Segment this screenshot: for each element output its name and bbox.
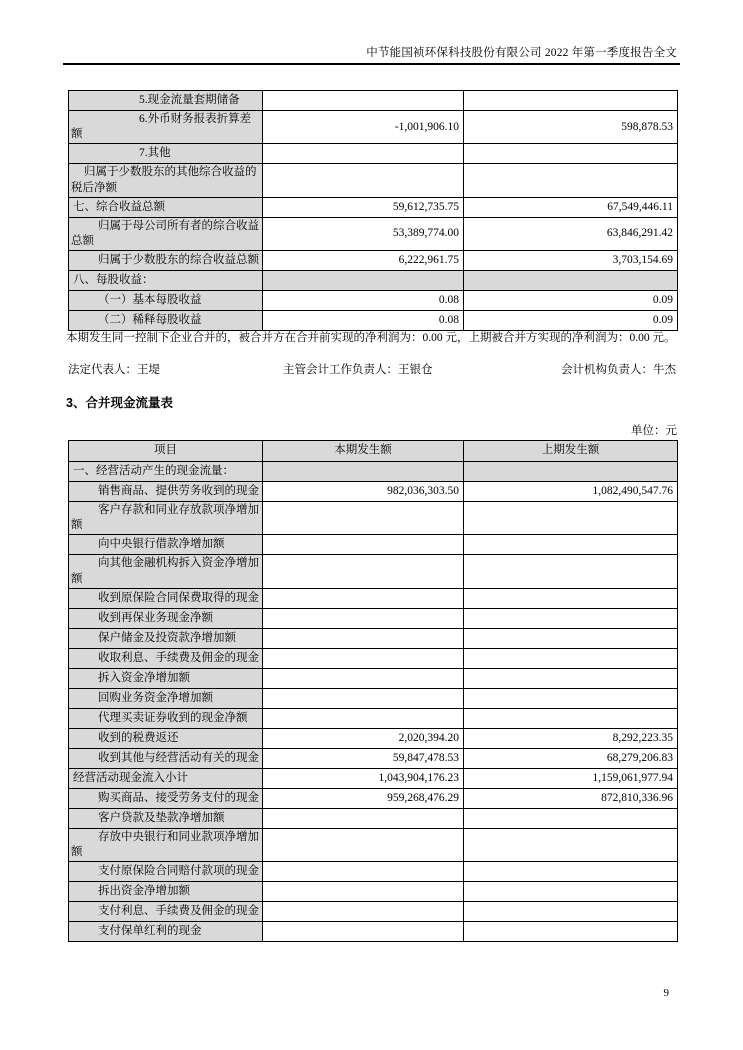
signature-line <box>68 361 676 377</box>
current-period-cell: 6,222,961.75 <box>263 251 464 271</box>
current-period-cell: 0.08 <box>263 291 464 311</box>
table-row <box>69 768 678 788</box>
table-row <box>69 668 678 688</box>
table-row <box>69 291 678 311</box>
table-row <box>69 628 678 648</box>
current-period-cell <box>263 144 464 164</box>
current-period-cell <box>263 588 464 608</box>
item-cell: 收到的税费返还 <box>69 728 263 748</box>
current-period-cell <box>263 808 464 828</box>
legal-representative: 法定代表人：王堤 <box>68 364 160 376</box>
item-cell: 拆入资金净增加额 <box>69 668 263 688</box>
item-cell: 归属于母公司所有者的综合收益总额 <box>69 217 263 250</box>
table-row <box>69 808 678 828</box>
item-cell: 支付保单红利的现金 <box>69 922 263 942</box>
prior-period-cell <box>464 628 678 648</box>
table-row <box>69 502 678 535</box>
current-period-cell <box>263 555 464 588</box>
table-row <box>69 862 678 882</box>
current-period-cell <box>263 668 464 688</box>
prior-period-cell <box>464 862 678 882</box>
current-period-cell <box>263 708 464 728</box>
current-period-cell: 982,036,303.50 <box>263 482 464 502</box>
prior-period-cell <box>464 462 678 482</box>
current-period-cell <box>263 535 464 555</box>
item-cell: 收到原保险合同保费取得的现金 <box>69 588 263 608</box>
item-cell: 归属于少数股东的综合收益总额 <box>69 251 263 271</box>
table-row <box>69 164 678 197</box>
current-period-cell: 59,847,478.53 <box>263 748 464 768</box>
table-row <box>69 748 678 768</box>
item-cell: 客户存款和同业存放款项净增加额 <box>69 502 263 535</box>
income-table-body <box>69 91 678 331</box>
prior-period-cell <box>464 902 678 922</box>
table-row <box>69 882 678 902</box>
header-divider <box>63 63 680 65</box>
prior-period-cell <box>464 708 678 728</box>
table-row <box>69 217 678 250</box>
prior-period-cell <box>464 271 678 291</box>
item-cell: 客户贷款及垫款净增加额 <box>69 808 263 828</box>
item-cell: 支付原保险合同赔付款项的现金 <box>69 862 263 882</box>
header-current-period: 本期发生额 <box>263 441 464 462</box>
header-prior-period: 上期发生额 <box>464 441 678 462</box>
prior-period-cell <box>464 922 678 942</box>
item-cell: 一、经营活动产生的现金流量： <box>69 462 263 482</box>
table-row <box>69 482 678 502</box>
current-period-cell <box>263 902 464 922</box>
prior-period-cell <box>464 688 678 708</box>
prior-period-cell: 1,159,061,977.94 <box>464 768 678 788</box>
page-number: 9 <box>663 987 669 999</box>
prior-period-cell: 598,878.53 <box>464 111 678 144</box>
item-cell: 代理买卖证券收到的现金净额 <box>69 708 263 728</box>
table-row <box>69 251 678 271</box>
table-row <box>69 588 678 608</box>
table-row <box>69 197 678 217</box>
table-row <box>69 728 678 748</box>
item-cell: 存放中央银行和同业款项净增加额 <box>69 828 263 861</box>
prior-period-cell <box>464 608 678 628</box>
prior-period-cell: 0.09 <box>464 291 678 311</box>
item-cell: 向中央银行借款净增加额 <box>69 535 263 555</box>
prior-period-cell <box>464 91 678 111</box>
prior-period-cell <box>464 535 678 555</box>
prior-period-cell: 1,082,490,547.76 <box>464 482 678 502</box>
current-period-cell <box>263 462 464 482</box>
item-cell: 支付利息、手续费及佣金的现金 <box>69 902 263 922</box>
accounting-department-head: 会计机构负责人：牛杰 <box>561 364 676 376</box>
table-row <box>69 828 678 861</box>
table-row <box>69 688 678 708</box>
prior-period-cell <box>464 588 678 608</box>
current-period-cell <box>263 502 464 535</box>
table-row <box>69 535 678 555</box>
current-period-cell <box>263 922 464 942</box>
current-period-cell <box>263 91 464 111</box>
item-cell: 7.其他 <box>69 144 263 164</box>
table-row <box>69 708 678 728</box>
prior-period-cell <box>464 164 678 197</box>
item-cell: 拆出资金净增加额 <box>69 882 263 902</box>
item-cell: 回购业务资金净增加额 <box>69 688 263 708</box>
table-row <box>69 648 678 668</box>
prior-period-cell <box>464 648 678 668</box>
item-cell: 归属于少数股东的其他综合收益的税后净额 <box>69 164 263 197</box>
header-item: 项目 <box>69 441 263 462</box>
current-period-cell <box>263 862 464 882</box>
item-cell: （二）稀释每股收益 <box>69 311 263 331</box>
current-period-cell: 2,020,394.20 <box>263 728 464 748</box>
current-period-cell <box>263 164 464 197</box>
table-row <box>69 311 678 331</box>
prior-period-cell <box>464 882 678 902</box>
cashflow-table-body <box>69 462 678 942</box>
section-title: 3、合并现金流量表 <box>66 396 173 410</box>
item-cell: 收到再保业务现金净额 <box>69 608 263 628</box>
prior-period-cell <box>464 808 678 828</box>
prior-period-cell <box>464 555 678 588</box>
prior-period-cell: 8,292,223.35 <box>464 728 678 748</box>
prior-period-cell: 3,703,154.69 <box>464 251 678 271</box>
income-statement-continued-table <box>68 90 678 331</box>
cashflow-header-row <box>69 441 678 462</box>
table-row <box>69 462 678 482</box>
current-period-cell <box>263 271 464 291</box>
current-period-cell: 959,268,476.29 <box>263 788 464 808</box>
current-period-cell <box>263 828 464 861</box>
item-cell: 七、综合收益总额 <box>69 197 263 217</box>
table-row <box>69 788 678 808</box>
prior-period-cell: 872,810,336.96 <box>464 788 678 808</box>
table-row <box>69 608 678 628</box>
prior-period-cell: 0.09 <box>464 311 678 331</box>
current-period-cell: 59,612,735.75 <box>263 197 464 217</box>
current-period-cell <box>263 882 464 902</box>
table-row <box>69 902 678 922</box>
unit-label: 单位：元 <box>631 425 677 437</box>
item-cell: （一）基本每股收益 <box>69 291 263 311</box>
current-period-cell <box>263 628 464 648</box>
item-cell: 6.外币财务报表折算差额 <box>69 111 263 144</box>
item-cell: 经营活动现金流入小计 <box>69 768 263 788</box>
current-period-cell: 1,043,904,176.23 <box>263 768 464 788</box>
current-period-cell: 53,389,774.00 <box>263 217 464 250</box>
merger-note: 本期发生同一控制下企业合并的，被合并方在合并前实现的净利润为：0.00 元，上期被合并方实现的净利润为：0.00 元。 <box>66 332 676 344</box>
item-cell: 收取利息、手续费及佣金的现金 <box>69 648 263 668</box>
table-row <box>69 271 678 291</box>
prior-period-cell: 67,549,446.11 <box>464 197 678 217</box>
table-row <box>69 144 678 164</box>
item-cell: 八、每股收益： <box>69 271 263 291</box>
table-row <box>69 922 678 942</box>
prior-period-cell: 68,279,206.83 <box>464 748 678 768</box>
table-row <box>69 555 678 588</box>
item-cell: 5.现金流量套期储备 <box>69 91 263 111</box>
item-cell: 销售商品、提供劳务收到的现金 <box>69 482 263 502</box>
item-cell: 向其他金融机构拆入资金净增加额 <box>69 555 263 588</box>
item-cell: 购买商品、接受劳务支付的现金 <box>69 788 263 808</box>
current-period-cell: 0.08 <box>263 311 464 331</box>
cashflow-statement-table <box>68 440 678 942</box>
current-period-cell <box>263 648 464 668</box>
prior-period-cell <box>464 828 678 861</box>
current-period-cell <box>263 688 464 708</box>
prior-period-cell <box>464 144 678 164</box>
prior-period-cell: 63,846,291.42 <box>464 217 678 250</box>
report-header-title: 中节能国祯环保科技股份有限公司 2022 年第一季度报告全文 <box>366 47 677 59</box>
table-row <box>69 111 678 144</box>
item-cell: 收到其他与经营活动有关的现金 <box>69 748 263 768</box>
current-period-cell <box>263 608 464 628</box>
item-cell: 保户储金及投资款净增加额 <box>69 628 263 648</box>
current-period-cell: -1,001,906.10 <box>263 111 464 144</box>
prior-period-cell <box>464 668 678 688</box>
table-row <box>69 91 678 111</box>
chief-accounting-officer: 主管会计工作负责人：王银仓 <box>283 364 433 376</box>
prior-period-cell <box>464 502 678 535</box>
